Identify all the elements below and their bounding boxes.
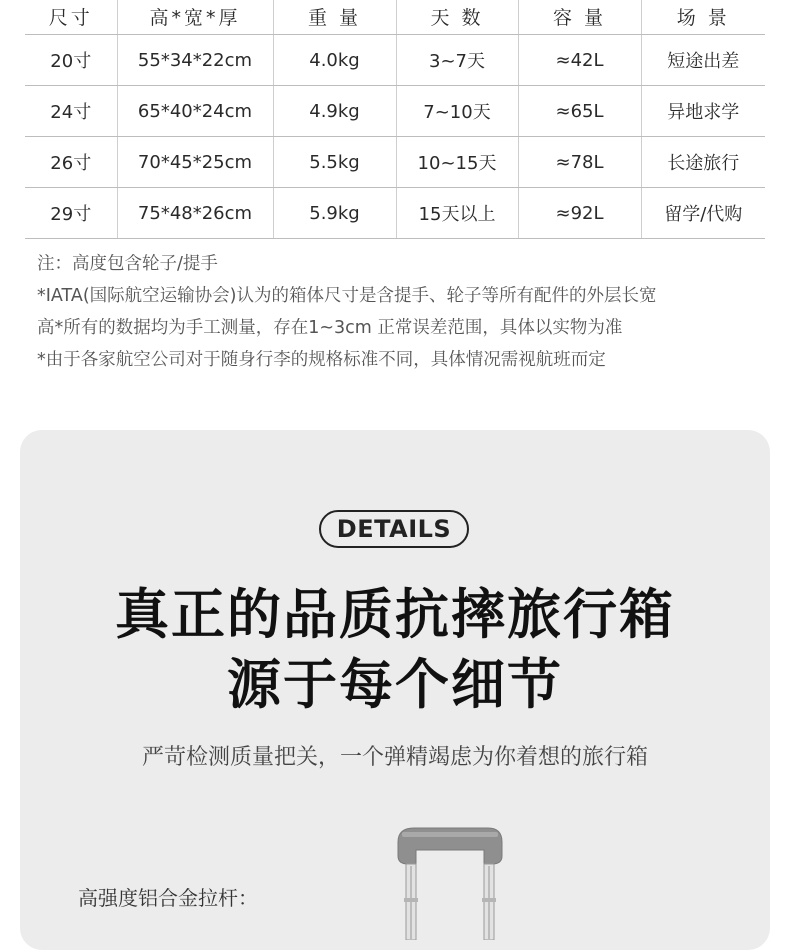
cell-days: 10~15天 xyxy=(396,137,518,188)
cell-dimensions: 65*40*24cm xyxy=(117,86,273,137)
details-card xyxy=(20,430,770,950)
cell-weight: 4.9kg xyxy=(273,86,396,137)
note-line: 注：高度包含轮子/提手 xyxy=(37,254,218,274)
feature-label-aluminum-handle: 高强度铝合金拉杆： xyxy=(78,886,258,910)
table-row xyxy=(25,35,765,86)
cell-capacity: ≈42L xyxy=(518,35,641,86)
details-headline xyxy=(20,580,770,720)
header-capacity: 容 量 xyxy=(518,0,641,35)
cell-weight: 4.0kg xyxy=(273,35,396,86)
cell-days: 3~7天 xyxy=(396,35,518,86)
details-badge: DETAILS xyxy=(319,510,469,548)
telescopic-handle-image xyxy=(392,820,508,940)
details-subline: 严苛检测质量把关，一个弹精竭虑为你着想的旅行箱 xyxy=(141,745,648,770)
table-row xyxy=(25,137,765,188)
cell-scenario: 异地求学 xyxy=(641,86,765,137)
cell-dimensions: 75*48*26cm xyxy=(117,188,273,239)
cell-days: 15天以上 xyxy=(396,188,518,239)
size-spec-table xyxy=(25,0,765,239)
note-line: 高*所有的数据均为手工测量，存在1~3cm 正常误差范围，具体以实物为准 xyxy=(37,318,623,338)
headline-line-2: 源于每个细节 xyxy=(227,653,563,716)
measurement-notes xyxy=(37,248,757,376)
note-line: *由于各家航空公司对于随身行李的规格标准不同，具体情况需视航班而定 xyxy=(37,350,606,370)
cell-size: 26寸 xyxy=(25,137,117,188)
table-header-row xyxy=(25,0,765,35)
table-row xyxy=(25,86,765,137)
cell-scenario: 留学/代购 xyxy=(641,188,765,239)
header-days: 天 数 xyxy=(396,0,518,35)
header-scenario: 场 景 xyxy=(641,0,765,35)
cell-weight: 5.9kg xyxy=(273,188,396,239)
cell-capacity: ≈65L xyxy=(518,86,641,137)
header-dimensions: 高*宽*厚 xyxy=(117,0,273,35)
cell-dimensions: 55*34*22cm xyxy=(117,35,273,86)
cell-capacity: ≈92L xyxy=(518,188,641,239)
cell-size: 24寸 xyxy=(25,86,117,137)
table-row xyxy=(25,188,765,239)
cell-dimensions: 70*45*25cm xyxy=(117,137,273,188)
note-line: *IATA(国际航空运输协会)认为的箱体尺寸是含提手、轮子等所有配件的外层长宽 xyxy=(37,286,657,306)
cell-scenario: 短途出差 xyxy=(641,35,765,86)
header-size: 尺寸 xyxy=(25,0,117,35)
cell-size: 20寸 xyxy=(25,35,117,86)
cell-days: 7~10天 xyxy=(396,86,518,137)
cell-weight: 5.5kg xyxy=(273,137,396,188)
headline-line-1: 真正的品质抗摔旅行箱 xyxy=(115,583,675,646)
cell-capacity: ≈78L xyxy=(518,137,641,188)
header-weight: 重 量 xyxy=(273,0,396,35)
cell-size: 29寸 xyxy=(25,188,117,239)
cell-scenario: 长途旅行 xyxy=(641,137,765,188)
